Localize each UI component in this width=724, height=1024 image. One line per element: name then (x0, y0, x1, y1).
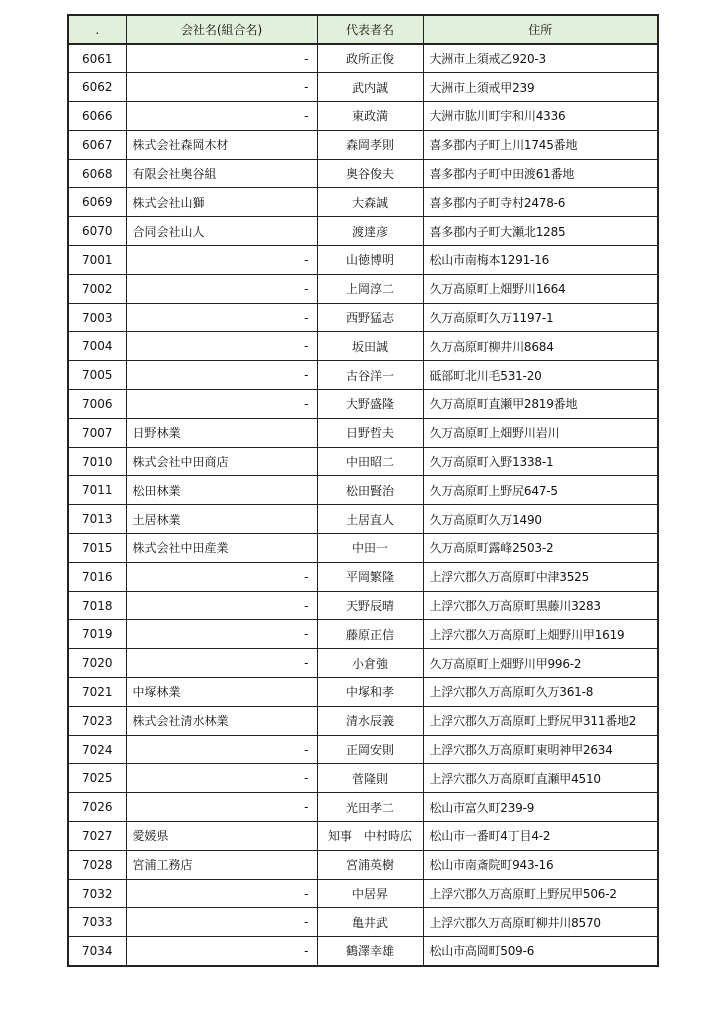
cell-company: 株式会社山獅 (126, 188, 317, 217)
cell-company: 中塚林業 (126, 678, 317, 707)
cell-address: 松山市一番町4丁目4-2 (423, 822, 658, 851)
table-row (68, 102, 658, 131)
cell-address: 上浮穴郡久万高原町上畑野川甲1619 (423, 620, 658, 649)
cell-number: 6068 (68, 159, 126, 188)
table-row (68, 678, 658, 707)
table-row (68, 44, 658, 73)
cell-representative: 亀井武 (317, 908, 423, 937)
cell-address: 久万高原町久万1197-1 (423, 303, 658, 332)
cell-representative: 東政満 (317, 102, 423, 131)
cell-number: 7002 (68, 274, 126, 303)
cell-company: 株式会社中田商店 (126, 447, 317, 476)
cell-number: 7032 (68, 879, 126, 908)
cell-representative: 光田孝二 (317, 793, 423, 822)
cell-representative: 山徳博明 (317, 246, 423, 275)
cell-company: 愛媛県 (126, 822, 317, 851)
cell-number: 6070 (68, 217, 126, 246)
cell-representative: 渡達彦 (317, 217, 423, 246)
cell-representative: 森岡孝則 (317, 130, 423, 159)
cell-company: - (126, 735, 317, 764)
table-row (68, 418, 658, 447)
cell-company: - (126, 390, 317, 419)
cell-company: - (126, 73, 317, 102)
cell-number: 7006 (68, 390, 126, 419)
table-row (68, 447, 658, 476)
cell-representative: 大森誠 (317, 188, 423, 217)
cell-company: 合同会社山人 (126, 217, 317, 246)
cell-representative: 松田賢治 (317, 476, 423, 505)
cell-representative: 鶴澤幸雄 (317, 937, 423, 966)
cell-representative: 中田一 (317, 534, 423, 563)
cell-number: 6069 (68, 188, 126, 217)
cell-number: 7004 (68, 332, 126, 361)
cell-representative: 武内誠 (317, 73, 423, 102)
table-row (68, 937, 658, 966)
cell-representative: 上岡淳二 (317, 274, 423, 303)
table-body (68, 44, 658, 966)
cell-company: 有限会社奥谷組 (126, 159, 317, 188)
cell-number: 7034 (68, 937, 126, 966)
cell-representative: 古谷洋一 (317, 361, 423, 390)
cell-number: 7023 (68, 706, 126, 735)
cell-representative: 正岡安則 (317, 735, 423, 764)
cell-representative: 大野盛隆 (317, 390, 423, 419)
cell-representative: 天野辰晴 (317, 591, 423, 620)
cell-company: - (126, 793, 317, 822)
cell-company: - (126, 44, 317, 73)
cell-address: 久万高原町久万1490 (423, 505, 658, 534)
table-row (68, 246, 658, 275)
cell-company: - (126, 937, 317, 966)
cell-company: - (126, 649, 317, 678)
cell-address: 喜多郡内子町寺村2478-6 (423, 188, 658, 217)
cell-address: 砥部町北川毛531-20 (423, 361, 658, 390)
table-row (68, 793, 658, 822)
cell-number: 7028 (68, 850, 126, 879)
table-row (68, 274, 658, 303)
table-row (68, 159, 658, 188)
cell-address: 松山市南梅本1291-16 (423, 246, 658, 275)
cell-company: - (126, 274, 317, 303)
cell-address: 松山市南斎院町943-16 (423, 850, 658, 879)
table-row (68, 706, 658, 735)
cell-representative: 坂田誠 (317, 332, 423, 361)
table-row (68, 390, 658, 419)
cell-company: - (126, 102, 317, 131)
table-row (68, 217, 658, 246)
cell-address: 大洲市上須戒乙920-3 (423, 44, 658, 73)
cell-address: 大洲市上須戒甲239 (423, 73, 658, 102)
table-row (68, 850, 658, 879)
cell-number: 7019 (68, 620, 126, 649)
cell-number: 7018 (68, 591, 126, 620)
cell-number: 7013 (68, 505, 126, 534)
cell-company: 株式会社清水林業 (126, 706, 317, 735)
cell-address: 久万高原町柳井川8684 (423, 332, 658, 361)
cell-number: 7020 (68, 649, 126, 678)
header-address: 住所 (423, 15, 658, 44)
cell-company: - (126, 332, 317, 361)
table-row (68, 476, 658, 505)
cell-representative: 中居昇 (317, 879, 423, 908)
cell-number: 6062 (68, 73, 126, 102)
table-row (68, 735, 658, 764)
cell-company: - (126, 908, 317, 937)
cell-representative: 政所正俊 (317, 44, 423, 73)
cell-number: 7026 (68, 793, 126, 822)
cell-address: 久万高原町上畑野川甲996-2 (423, 649, 658, 678)
cell-number: 7001 (68, 246, 126, 275)
cell-number: 7016 (68, 562, 126, 591)
cell-address: 上浮穴郡久万高原町柳井川8570 (423, 908, 658, 937)
cell-address: 喜多郡内子町上川1745番地 (423, 130, 658, 159)
cell-address: 大洲市肱川町宇和川4336 (423, 102, 658, 131)
cell-number: 7010 (68, 447, 126, 476)
table-row (68, 73, 658, 102)
cell-representative: 知事 中村時広 (317, 822, 423, 851)
registry-table (67, 14, 659, 967)
cell-company: - (126, 591, 317, 620)
cell-company: 日野林業 (126, 418, 317, 447)
table-row (68, 534, 658, 563)
cell-number: 7011 (68, 476, 126, 505)
table-row (68, 879, 658, 908)
cell-address: 上浮穴郡久万高原町上野尻甲311番地2 (423, 706, 658, 735)
header-representative: 代表者名 (317, 15, 423, 44)
table-row (68, 764, 658, 793)
cell-address: 久万高原町入野1338-1 (423, 447, 658, 476)
cell-number: 7025 (68, 764, 126, 793)
table-row (68, 332, 658, 361)
cell-company: - (126, 361, 317, 390)
cell-representative: 平岡繁隆 (317, 562, 423, 591)
cell-address: 上浮穴郡久万高原町直瀬甲4510 (423, 764, 658, 793)
header-row (68, 15, 658, 44)
cell-address: 久万高原町上畑野川岩川 (423, 418, 658, 447)
cell-number: 7005 (68, 361, 126, 390)
cell-representative: 奥谷俊夫 (317, 159, 423, 188)
cell-address: 喜多郡内子町大瀬北1285 (423, 217, 658, 246)
cell-company: - (126, 562, 317, 591)
cell-number: 7027 (68, 822, 126, 851)
cell-number: 6061 (68, 44, 126, 73)
table-row (68, 505, 658, 534)
cell-address: 久万高原町上畑野川1664 (423, 274, 658, 303)
cell-address: 上浮穴郡久万高原町東明神甲2634 (423, 735, 658, 764)
cell-company: 株式会社中田産業 (126, 534, 317, 563)
cell-company: 株式会社森岡木材 (126, 130, 317, 159)
table-row (68, 562, 658, 591)
cell-address: 上浮穴郡久万高原町中津3525 (423, 562, 658, 591)
cell-number: 6066 (68, 102, 126, 131)
table-row (68, 361, 658, 390)
header-company: 会社名(組合名) (126, 15, 317, 44)
cell-company: - (126, 764, 317, 793)
cell-address: 上浮穴郡久万高原町黒藤川3283 (423, 591, 658, 620)
cell-company: - (126, 879, 317, 908)
cell-number: 7015 (68, 534, 126, 563)
cell-number: 7003 (68, 303, 126, 332)
table-row (68, 649, 658, 678)
cell-company: - (126, 303, 317, 332)
cell-number: 7021 (68, 678, 126, 707)
table-row (68, 188, 658, 217)
cell-address: 久万高原町上野尻647-5 (423, 476, 658, 505)
cell-company: 宮浦工務店 (126, 850, 317, 879)
header-number: . (68, 15, 126, 44)
table-row (68, 130, 658, 159)
cell-number: 7007 (68, 418, 126, 447)
table-header (68, 15, 658, 44)
table-row (68, 908, 658, 937)
cell-representative: 菅隆則 (317, 764, 423, 793)
table-row (68, 620, 658, 649)
cell-company: - (126, 246, 317, 275)
cell-representative: 日野哲夫 (317, 418, 423, 447)
cell-address: 久万高原町直瀬甲2819番地 (423, 390, 658, 419)
cell-representative: 小倉強 (317, 649, 423, 678)
table-row (68, 303, 658, 332)
table-row (68, 591, 658, 620)
cell-representative: 中田昭二 (317, 447, 423, 476)
cell-company: 松田林業 (126, 476, 317, 505)
cell-address: 久万高原町露峰2503-2 (423, 534, 658, 563)
cell-number: 6067 (68, 130, 126, 159)
cell-address: 松山市高岡町509-6 (423, 937, 658, 966)
cell-representative: 宮浦英樹 (317, 850, 423, 879)
cell-address: 松山市富久町239-9 (423, 793, 658, 822)
cell-address: 上浮穴郡久万高原町上野尻甲506-2 (423, 879, 658, 908)
cell-company: - (126, 620, 317, 649)
cell-representative: 土居直人 (317, 505, 423, 534)
cell-representative: 藤原正信 (317, 620, 423, 649)
cell-number: 7024 (68, 735, 126, 764)
cell-representative: 清水辰義 (317, 706, 423, 735)
cell-company: 土居林業 (126, 505, 317, 534)
cell-representative: 中塚和孝 (317, 678, 423, 707)
cell-representative: 西野猛志 (317, 303, 423, 332)
cell-address: 上浮穴郡久万高原町久万361-8 (423, 678, 658, 707)
table-row (68, 822, 658, 851)
cell-address: 喜多郡内子町中田渡61番地 (423, 159, 658, 188)
cell-number: 7033 (68, 908, 126, 937)
